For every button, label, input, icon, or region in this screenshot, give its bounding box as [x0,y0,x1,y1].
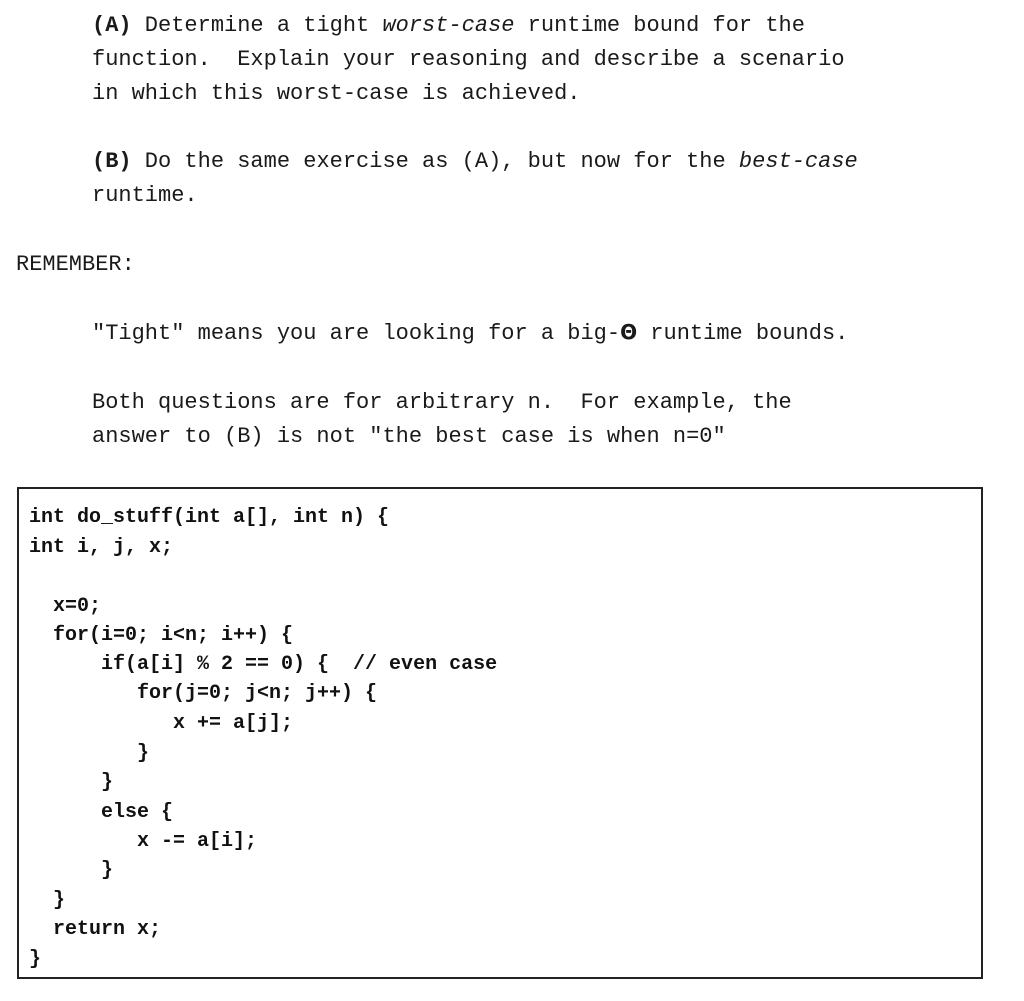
code-line-6: if(a[i] % 2 == 0) { // even case [29,653,498,676]
code-line-7: for(j=0; j<n; j++) { [29,682,378,705]
code-line-12: x -= a[i]; [29,830,258,853]
part-b-line-1: (B) Do the same exercise as (A), but now for the best-case [92,149,858,174]
part-a-line-3: in which this worst-case is achieved. [92,81,581,106]
remember-heading: REMEMBER: [16,252,135,277]
code-line-16: } [29,948,42,971]
code-line-11: else { [29,801,174,824]
part-a-label: (A) [92,13,132,38]
arbitrary-n-line-1: Both questions are for arbitrary n. For example, the [92,390,792,415]
code-line-2: int i, j, x; [29,536,174,559]
code-line-1: int do_stuff(int a[], int n) { [29,506,390,529]
tight-note: "Tight" means you are looking for a big-Θ runtime bounds. [92,320,849,346]
code-line-15: return x; [29,918,162,941]
part-a-line-2: function. Explain your reasoning and describe a scenario [92,47,845,72]
code-line-13: } [29,859,114,882]
theta-symbol: Θ [620,320,638,344]
code-line-8: x += a[j]; [29,712,294,735]
code-line-14: } [29,889,66,912]
arbitrary-n-line-2: answer to (B) is not "the best case is when n=0" [92,424,726,449]
code-listing [17,487,983,979]
part-b-label: (B) [92,149,132,174]
code-line-4: x=0; [29,595,102,618]
code-line-5: for(i=0; i<n; i++) { [29,624,294,647]
part-a-line-1: (A) Determine a tight worst-case runtime bound for the [92,13,805,38]
code-line-9: } [29,742,150,765]
part-b-line-2: runtime. [92,183,198,208]
code-line-10: } [29,771,114,794]
